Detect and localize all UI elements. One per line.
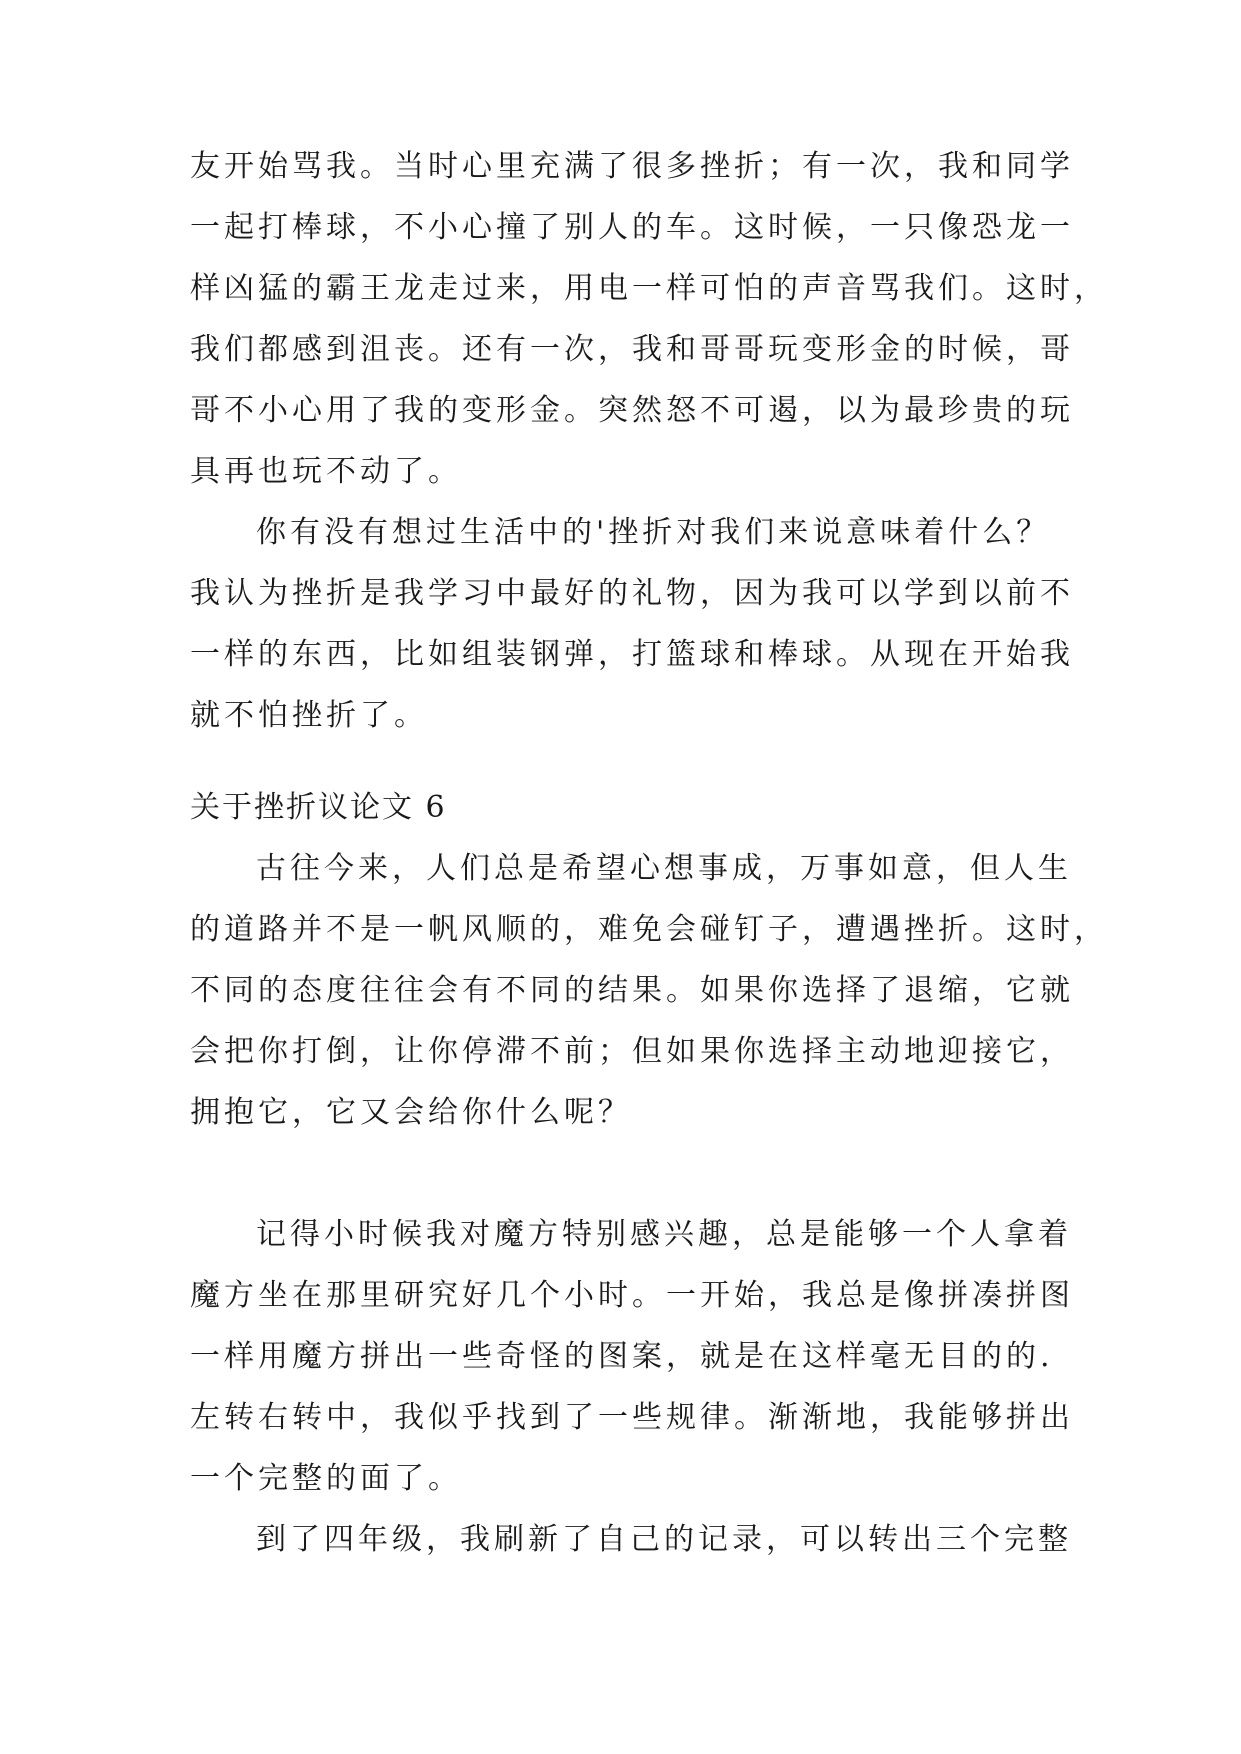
paragraph-intro [190, 838, 1108, 1143]
text-line: 魔方坐在那里研究好几个小时。一开始，我总是像拼凑拼图 [190, 1278, 1074, 1313]
section-heading: 关于挫折议论文 6 [190, 790, 447, 825]
text-line: 记得小时候我对魔方特别感兴趣，总是能够一个人拿着 [256, 1217, 1072, 1252]
text-line: 到了四年级，我刷新了自己的记录，可以转出三个完整 [256, 1522, 1072, 1557]
text-line: 你有没有想过生活中的'挫折对我们来说意味着什么？ [256, 515, 1051, 550]
text-line: 不同的态度往往会有不同的结果。如果你选择了退缩，它就 [190, 973, 1074, 1008]
text-line: 具再也玩不动了。 [190, 454, 462, 489]
text-line: 拥抱它，它又会给你什么呢？ [190, 1095, 632, 1130]
text-line: 左转右转中，我似乎找到了一些规律。渐渐地，我能够拼出 [190, 1400, 1074, 1435]
text-line: 会把你打倒，让你停滞不前；但如果你选择主动地迎接它， [190, 1034, 1074, 1069]
text-line: 一个完整的面了。 [190, 1461, 462, 1496]
text-line: 我们都感到沮丧。还有一次，我和哥哥玩变形金的时候，哥 [190, 332, 1074, 367]
text-line: 样凶猛的霸王龙走过来，用电一样可怕的声音骂我们。这时， [190, 271, 1108, 306]
text-line: 一起打棒球，不小心撞了别人的车。这时候，一只像恐龙一 [190, 210, 1074, 245]
text-line: 的道路并不是一帆风顺的，难免会碰钉子，遭遇挫折。这时， [190, 912, 1108, 947]
text-line: 友开始骂我。当时心里充满了很多挫折；有一次，我和同学 [190, 149, 1074, 184]
text-line: 古往今来，人们总是希望心想事成，万事如意，但人生 [256, 851, 1072, 886]
text-line: 就不怕挫折了。 [190, 698, 428, 733]
paragraph-continuation [190, 136, 1108, 502]
text-line: 我认为挫折是我学习中最好的礼物，因为我可以学到以前不 [190, 576, 1074, 611]
text-line: 哥不小心用了我的变形金。突然怒不可遏，以为最珍贵的玩 [190, 393, 1074, 428]
paragraph-setbacks-meaning [190, 502, 1074, 746]
paragraph-fourth-grade [190, 1509, 1072, 1570]
text-line: 一样的东西，比如组装钢弹，打篮球和棒球。从现在开始我 [190, 637, 1074, 672]
text-line: 一样用魔方拼出一些奇怪的图案，就是在这样毫无目的的. [190, 1339, 1054, 1374]
paragraph-rubiks-cube [190, 1204, 1074, 1509]
